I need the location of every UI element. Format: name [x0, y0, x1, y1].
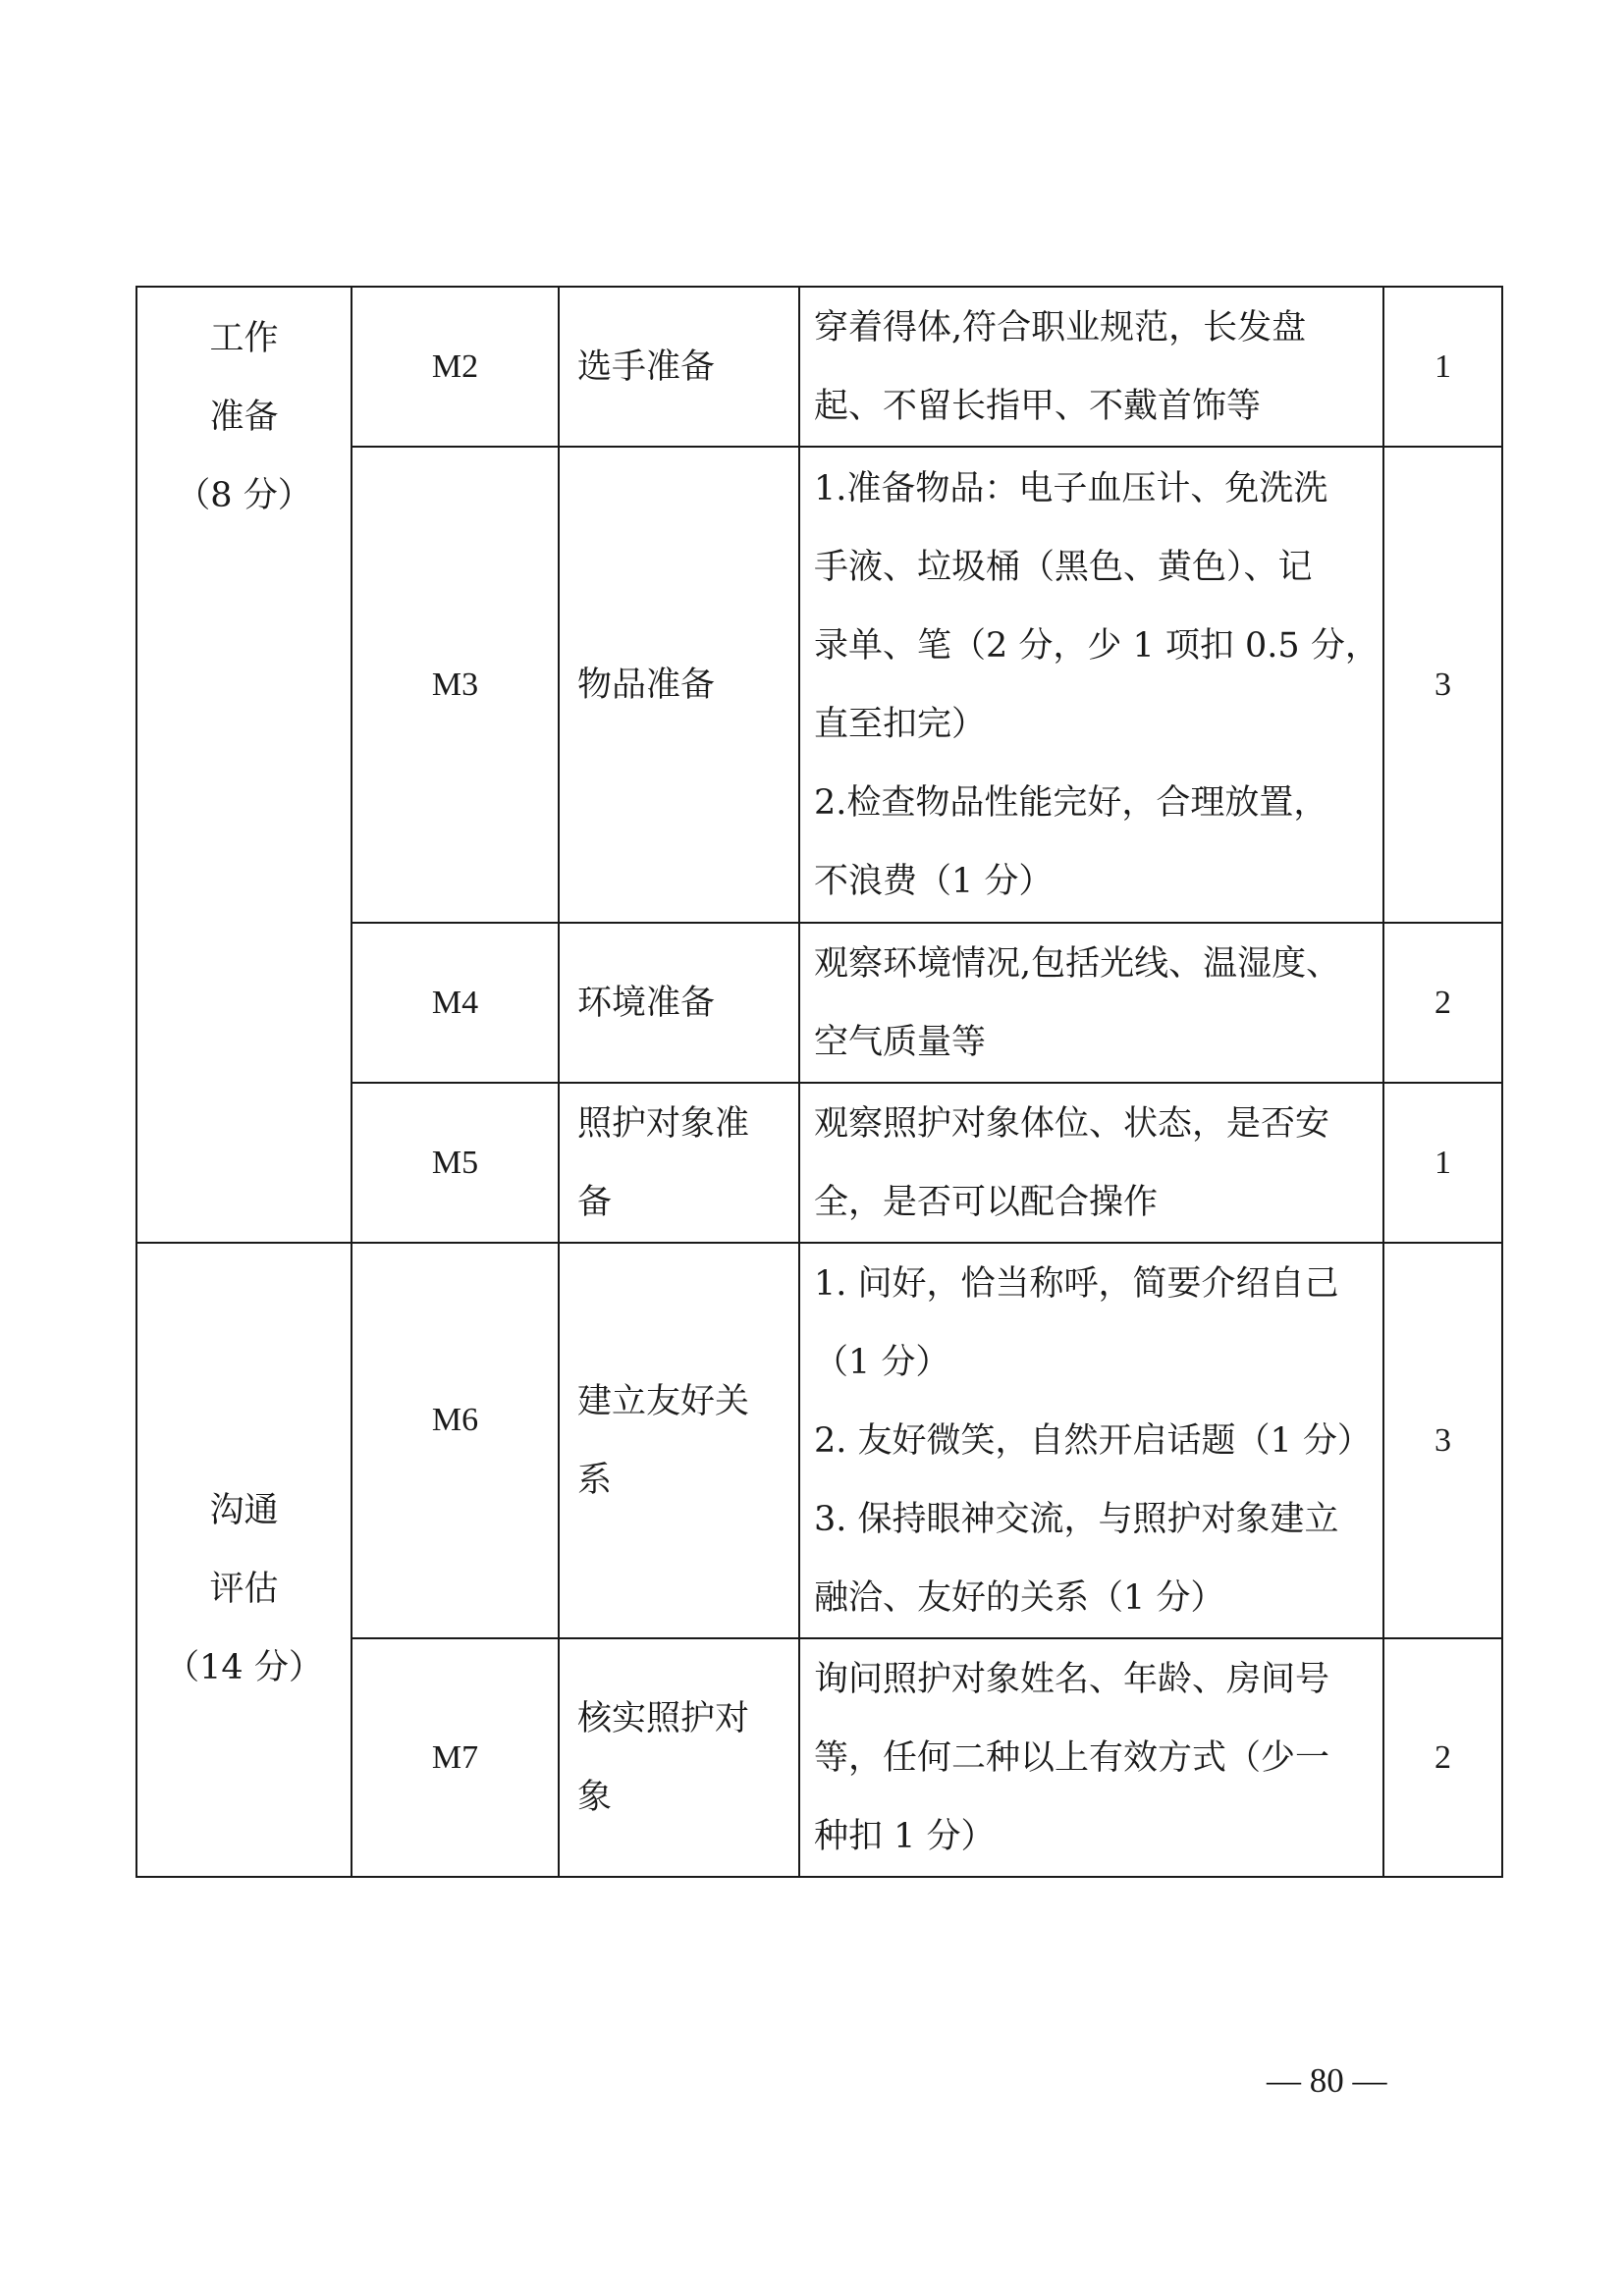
description-line: 观察环境情况,包括光线、温湿度、 — [814, 943, 1341, 984]
item-score: 1 — [1383, 1083, 1502, 1243]
item-name-line: 照护对象准 — [577, 1103, 750, 1144]
description-line: 观察照护对象体位、状态，是否安 — [814, 1103, 1330, 1144]
category-cell — [136, 287, 352, 1243]
description-line: 手液、垃圾桶（黑色、黄色）、记 — [814, 547, 1313, 587]
item-description — [799, 1638, 1383, 1877]
description-line: 询问照护对象姓名、年龄、房间号 — [814, 1659, 1330, 1699]
item-description — [799, 447, 1383, 923]
scoring-table — [135, 286, 1503, 1878]
category-cell — [136, 1243, 352, 1877]
description-line: 起、不留长指甲、不戴首饰等 — [814, 386, 1262, 426]
item-description — [799, 287, 1383, 447]
item-description — [799, 1243, 1383, 1638]
description-line: 录单、笔（2 分，少 1 项扣 0.5 分， — [814, 625, 1380, 666]
description-line: 2. 友好微笑，自然开启话题（1 分） — [814, 1420, 1372, 1461]
description-line: （1 分） — [814, 1342, 950, 1382]
description-line: 穿着得体,符合职业规范，长发盘 — [814, 307, 1307, 347]
item-code: M5 — [352, 1083, 559, 1243]
item-name-line: 核实照护对 — [577, 1698, 750, 1738]
item-name — [559, 923, 799, 1083]
category-label: 准备 — [209, 398, 279, 437]
item-name — [559, 447, 799, 923]
category-points: （8 分） — [176, 476, 312, 515]
item-name — [559, 287, 799, 447]
table-row — [136, 287, 1502, 447]
item-code: M7 — [352, 1638, 559, 1877]
item-name — [559, 1083, 799, 1243]
category-points: （14 分） — [165, 1648, 323, 1687]
item-name-line: 物品准备 — [577, 665, 716, 705]
table-row — [136, 1243, 1502, 1638]
item-description — [799, 1083, 1383, 1243]
item-name-line: 环境准备 — [577, 983, 716, 1023]
item-name-line: 建立友好关 — [577, 1381, 750, 1421]
item-name — [559, 1243, 799, 1638]
item-score: 3 — [1383, 1243, 1502, 1638]
item-name — [559, 1638, 799, 1877]
item-score: 2 — [1383, 923, 1502, 1083]
item-code: M3 — [352, 447, 559, 923]
item-score: 3 — [1383, 447, 1502, 923]
item-code: M2 — [352, 287, 559, 447]
item-name-line: 系 — [577, 1460, 613, 1500]
item-score: 2 — [1383, 1638, 1502, 1877]
description-line: 种扣 1 分） — [814, 1816, 996, 1856]
description-line: 2.检查物品性能完好，合理放置， — [814, 782, 1328, 823]
description-line: 1.准备物品：电子血压计、免洗洗 — [814, 468, 1328, 508]
category-label: 工作 — [209, 319, 279, 358]
description-line: 全，是否可以配合操作 — [814, 1182, 1159, 1222]
item-code: M6 — [352, 1243, 559, 1638]
description-line: 3. 保持眼神交流，与照护对象建立 — [814, 1499, 1339, 1539]
category-label: 沟通 — [209, 1491, 279, 1530]
description-line: 直至扣完） — [814, 704, 987, 744]
page-number: — 80 — — [1267, 2061, 1387, 2100]
description-line: 1. 问好，恰当称呼，简要介绍自己 — [814, 1263, 1339, 1304]
description-line: 等，任何二种以上有效方式（少一 — [814, 1737, 1330, 1778]
description-line: 不浪费（1 分） — [814, 861, 1054, 901]
description-line: 融洽、友好的关系（1 分） — [814, 1577, 1225, 1618]
item-code: M4 — [352, 923, 559, 1083]
item-score: 1 — [1383, 287, 1502, 447]
item-name-line: 备 — [577, 1182, 613, 1222]
item-description — [799, 923, 1383, 1083]
item-name-line: 选手准备 — [577, 347, 716, 387]
item-name-line: 象 — [577, 1777, 613, 1817]
category-label: 评估 — [209, 1570, 279, 1609]
description-line: 空气质量等 — [814, 1022, 987, 1062]
